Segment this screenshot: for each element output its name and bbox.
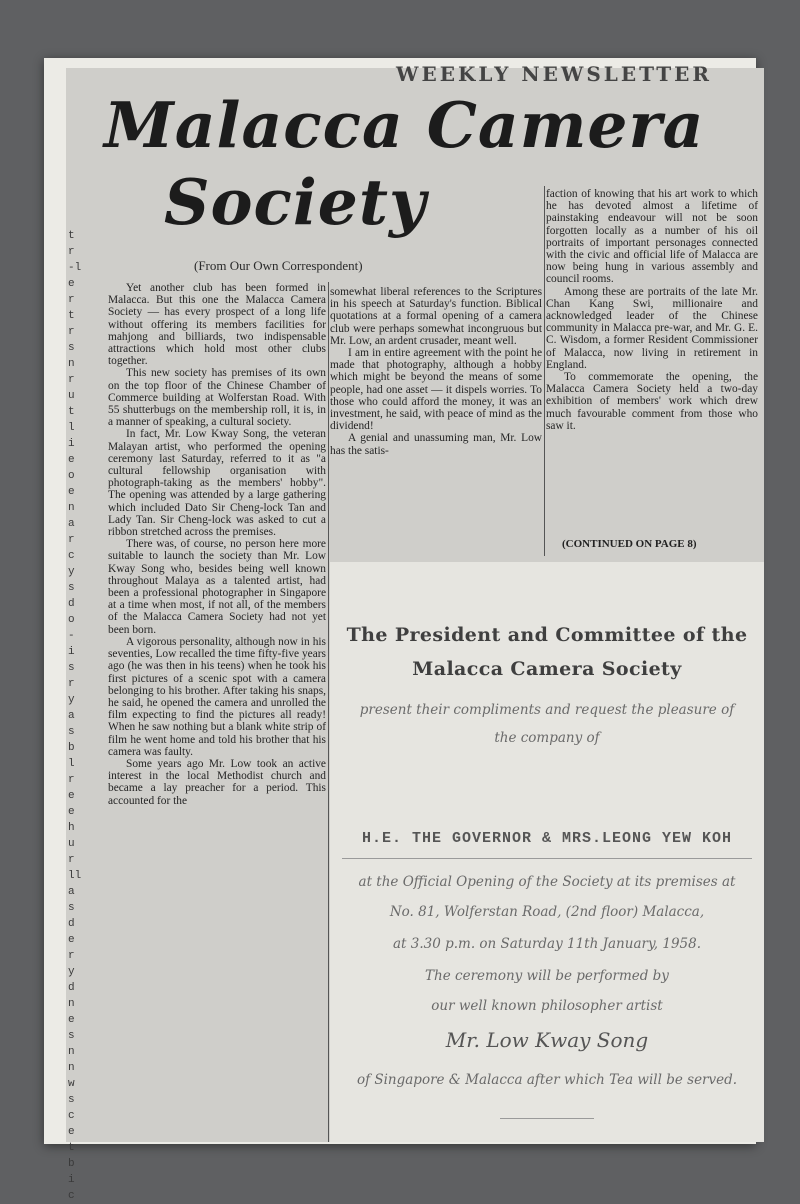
photo-print [44, 58, 758, 1202]
cut-margin-fragment: t r -l e r t r s n r u t l i e o e n a r c y s d o - i s r y a s b l r e e h u r ll a s d e r y d n e s n n w s c e t b i c [68, 230, 88, 1202]
invitation-card [330, 562, 764, 1142]
invitation-performer: Mr. Low Kway Song [445, 1028, 649, 1052]
column-rule [328, 282, 329, 1142]
invitation-line-9: our well known philosopher artist [431, 998, 663, 1014]
byline: (From Our Own Correspondent) [194, 258, 363, 273]
paragraph: somewhat liberal references to the Scriptures in his speech at Saturday's function. Biblical quotations at a formal opening of a camera club were perhaps somewhat incongruous but Mr. Low, an ardent crusader, meant well. [330, 286, 542, 347]
paragraph: There was, of course, no person here more suitable to launch the society than Mr. Low Kway Song who, besides being well known throughout Malaya as a talented artist, had been a professional photographer in Singapore at a time when most, if not all, of the members of the Malacca Camera Society had not yet been born. [108, 538, 326, 636]
paragraph: This new society has premises of its own on the top floor of the Chinese Chamber of Commerce building at Wolferstan Road. With 55 shutterbugs on the membership roll, it is, in a manner of speaking, a cultural society. [108, 367, 326, 429]
paragraph: Among these are portraits of the late Mr. Chan Kang Swi, millionaire and acknowledged leader of the Chinese community in Malacca pre-war, and Mr. G. E. C. Wisdom, a former Resident Commissioner of Malacca, now living in retirement in England. [546, 285, 758, 371]
invitation-line-4: the company of [494, 730, 600, 746]
headline-line-2: Society [164, 165, 427, 239]
article-column-1 [108, 282, 326, 1150]
paragraph: To commemorate the opening, the Malacca Camera Society held a two-day exhibition of members' work which drew much favourable comment from those who saw it. [546, 371, 758, 432]
headline-line-1: Malacca Camera [104, 88, 705, 162]
invitation-line-8: The ceremony will be performed by [425, 968, 669, 984]
paragraph: faction of knowing that his art work to which he has devoted almost a lifetime of painstaking endeavour will not be soon forgotten locally as a number of his oil portraits of important personages connected with the civic and official life of Malacca are now being hung in various assembly and council rooms. [546, 188, 758, 286]
invitation-society-name: Malacca Camera Society [412, 658, 682, 680]
guest-underline [342, 858, 752, 859]
paragraph: In fact, Mr. Low Kway Song, the veteran Malayan artist, who performed the opening ceremony last Saturday, referred to it as "a cultural fellowship organisation with photograph-taking as the members' hobby". The opening was attended by a large gathering which included Dato Sir Cheng-lock Tan and Lady Tan. Sir Cheng-lock was asked to cut a ribbon stretched across the premises. [108, 428, 326, 539]
column-rule [544, 186, 545, 556]
paragraph: A vigorous personality, although now in his seventies, Low recalled the time fifty-five years ago (he was then in his teens) when he took his first pictures of a scenic spot with a camera belonging to his brother. After taking his snaps, he said, he opened the camera and unrolled the film expecting to find the pictures all ready! When he saw nothing but a blank white strip of film he went home and told his brother that his camera was faulty. [108, 635, 326, 758]
article-column-3 [546, 188, 758, 560]
newspaper-clipping [66, 62, 764, 1202]
invitation-line-10: of Singapore & Malacca after which Tea will be served. [356, 1072, 738, 1088]
paragraph: A genial and unassuming man, Mr. Low has the satis- [330, 432, 542, 457]
invitation-date: at 3.30 p.m. on Saturday 11th January, 1958. [392, 936, 702, 952]
continued-note: (CONTINUED ON PAGE 8) [562, 538, 697, 550]
invitation-guest: H.E. THE GOVERNOR & MRS.LEONG YEW KOH [361, 830, 733, 847]
invitation-line-3: present their compliments and request the pleasure of [359, 702, 735, 718]
paragraph: I am in entire agreement with the point he made that photography, although a hobby which might be beyond the means of some people, had one asset — it dispels worries. To those who could afford the money, it was an investment, he said, with peace of mind as the dividend! [330, 347, 542, 433]
article-column-2 [330, 286, 542, 554]
invitation-line-1: The President and Committee of the [346, 624, 748, 646]
newsletter-masthead: WEEKLY NEWSLETTER [396, 62, 713, 86]
invitation-line-5: at the Official Opening of the Society at its premises at [358, 874, 736, 890]
paragraph: Some years ago Mr. Low took an active interest in the local Methodist church and became a lay preacher for a period. This accounted for the [108, 757, 326, 807]
invitation-address: No. 81, Wolferstan Road, (2nd floor) Malacca, [389, 904, 705, 920]
paragraph: Yet another club has been formed in Malacca. But this one the Malacca Camera Society — has every prospect of a long life without offering its members facilities for mahjong and billiards, two indispensable attractions which hold most other clubs together. [108, 282, 326, 368]
bottom-flourish [500, 1118, 594, 1119]
